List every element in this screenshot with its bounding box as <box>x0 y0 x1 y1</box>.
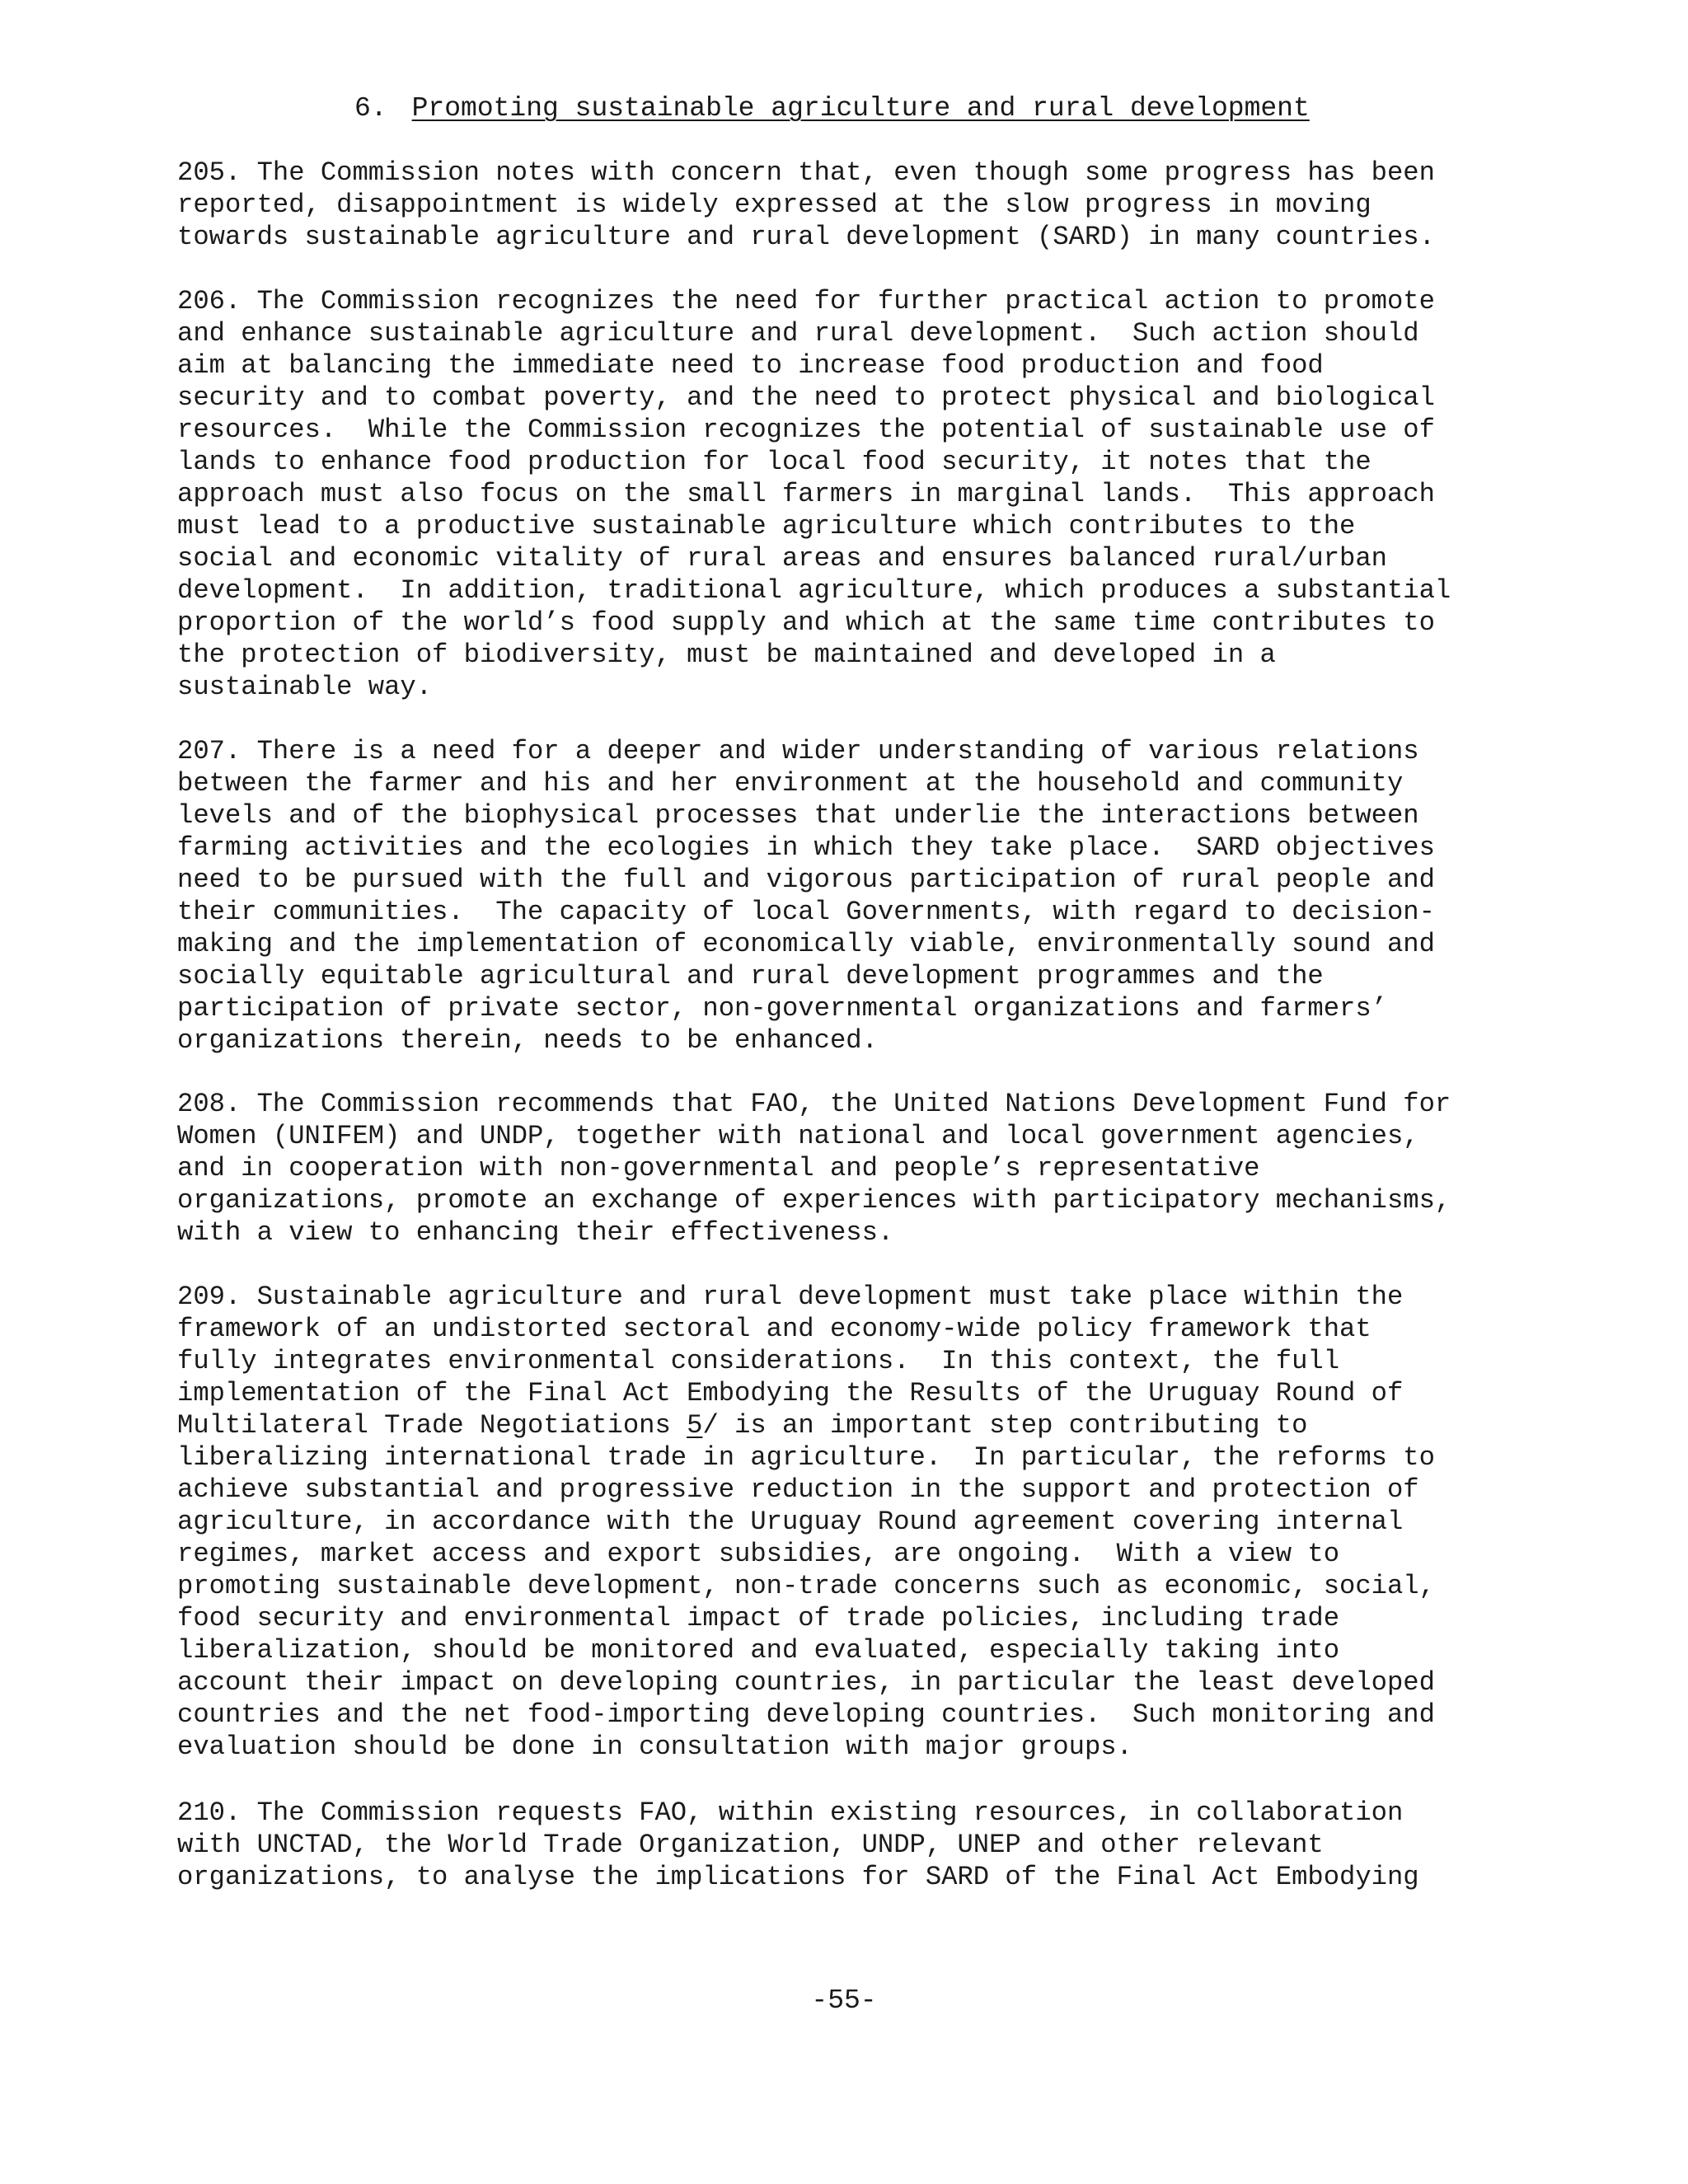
text-line: liberalizing international trade in agriculture. In particular, the reforms to <box>177 1442 1435 1473</box>
text-line: 206. The Commission recognizes the need for further practical action to promote <box>177 286 1435 316</box>
text-line <box>177 1409 1512 1441</box>
text-line: development. In addition, traditional agriculture, which produces a substantial <box>177 575 1451 606</box>
text-line: proportion of the world’s food supply and which at the same time contributes to <box>177 607 1435 638</box>
paragraph-210 <box>177 1797 1512 1893</box>
text-line: fully integrates environmental considerations. In this context, the full <box>177 1346 1340 1376</box>
text-line: lands to enhance food production for local food security, it notes that the <box>177 447 1372 477</box>
text-segment: / is an important step contributing to <box>702 1410 1308 1441</box>
text-line: 209. Sustainable agriculture and rural development must take place within the <box>177 1282 1404 1312</box>
text-line: reported, disappointment is widely expressed at the slow progress in moving <box>177 190 1372 220</box>
text-line: implementation of the Final Act Embodying the Results of the Uruguay Round of <box>177 1378 1404 1408</box>
text-line: between the farmer and his and her environment at the household and community <box>177 768 1404 799</box>
text-line: promoting sustainable development, non-trade concerns such as economic, social, <box>177 1571 1435 1601</box>
text-line: social and economic vitality of rural areas and ensures balanced rural/urban <box>177 543 1387 574</box>
text-line: need to be pursued with the full and vigorous participation of rural people and <box>177 865 1435 895</box>
text-line: aim at balancing the immediate need to increase food production and food <box>177 350 1324 381</box>
text-line: sustainable way. <box>177 672 433 702</box>
text-line: 207. There is a need for a deeper and wider understanding of various relations <box>177 736 1419 766</box>
text-line: food security and environmental impact of trade policies, including trade <box>177 1603 1340 1633</box>
section-heading <box>354 92 1310 125</box>
footnote-reference[interactable]: 5 <box>687 1410 703 1441</box>
text-line: framework of an undistorted sectoral and economy-wide policy framework that <box>177 1314 1372 1344</box>
text-line: and in cooperation with non-governmental and people’s representative <box>177 1153 1260 1183</box>
text-line: 210. The Commission requests FAO, within existing resources, in collaboration <box>177 1797 1404 1828</box>
section-title: Promoting sustainable agriculture and rural development <box>411 93 1310 124</box>
text-line: the protection of biodiversity, must be maintained and developed in a <box>177 640 1276 670</box>
text-line: organizations, promote an exchange of experiences with participatory mechanisms, <box>177 1185 1451 1216</box>
paragraph-207 <box>177 735 1512 1057</box>
text-line: organizations, to analyse the implications for SARD of the Final Act Embodying <box>177 1862 1419 1892</box>
text-line: 208. The Commission recommends that FAO, the United Nations Development Fund for <box>177 1089 1451 1119</box>
text-line: farming activities and the ecologies in which they take place. SARD objectives <box>177 832 1435 863</box>
text-line: countries and the net food-importing developing countries. Such monitoring and <box>177 1699 1435 1730</box>
text-line: agriculture, in accordance with the Uruguay Round agreement covering internal <box>177 1507 1404 1537</box>
paragraph-205 <box>177 157 1512 253</box>
text-segment: Multilateral Trade Negotiations <box>177 1410 687 1441</box>
text-line: resources. While the Commission recognizes the potential of sustainable use of <box>177 415 1435 445</box>
text-line: regimes, market access and export subsidies, are ongoing. With a view to <box>177 1539 1340 1569</box>
section-number: 6. <box>354 93 387 124</box>
text-line: liberalization, should be monitored and evaluated, especially taking into <box>177 1635 1340 1666</box>
text-line: levels and of the biophysical processes that underlie the interactions between <box>177 800 1419 831</box>
text-line: security and to combat poverty, and the need to protect physical and biological <box>177 382 1435 413</box>
text-line: account their impact on developing countries, in particular the least developed <box>177 1667 1435 1698</box>
paragraph-208 <box>177 1088 1512 1249</box>
text-line: towards sustainable agriculture and rural development (SARD) in many countries. <box>177 222 1435 252</box>
text-line: socially equitable agricultural and rural development programmes and the <box>177 961 1324 991</box>
text-line: making and the implementation of economically viable, environmentally sound and <box>177 929 1435 959</box>
text-line: participation of private sector, non-governmental organizations and farmers’ <box>177 993 1387 1024</box>
text-line: organizations therein, needs to be enhanced. <box>177 1025 878 1056</box>
page-number: -55- <box>811 1985 877 2016</box>
text-line: achieve substantial and progressive reduction in the support and protection of <box>177 1474 1419 1505</box>
text-line: evaluation should be done in consultation with major groups. <box>177 1732 1132 1762</box>
text-line: their communities. The capacity of local Governments, with regard to decision- <box>177 897 1435 927</box>
text-line: with UNCTAD, the World Trade Organization, UNDP, UNEP and other relevant <box>177 1830 1324 1860</box>
text-line: approach must also focus on the small farmers in marginal lands. This approach <box>177 479 1435 509</box>
paragraph-209 <box>177 1281 1512 1763</box>
paragraph-206 <box>177 285 1512 703</box>
text-line: with a view to enhancing their effectiveness. <box>177 1217 894 1248</box>
text-line: must lead to a productive sustainable agriculture which contributes to the <box>177 511 1356 541</box>
text-line: and enhance sustainable agriculture and rural development. Such action should <box>177 318 1419 349</box>
text-line: 205. The Commission notes with concern that, even though some progress has been <box>177 157 1435 188</box>
text-line: Women (UNIFEM) and UNDP, together with national and local government agencies, <box>177 1121 1419 1151</box>
